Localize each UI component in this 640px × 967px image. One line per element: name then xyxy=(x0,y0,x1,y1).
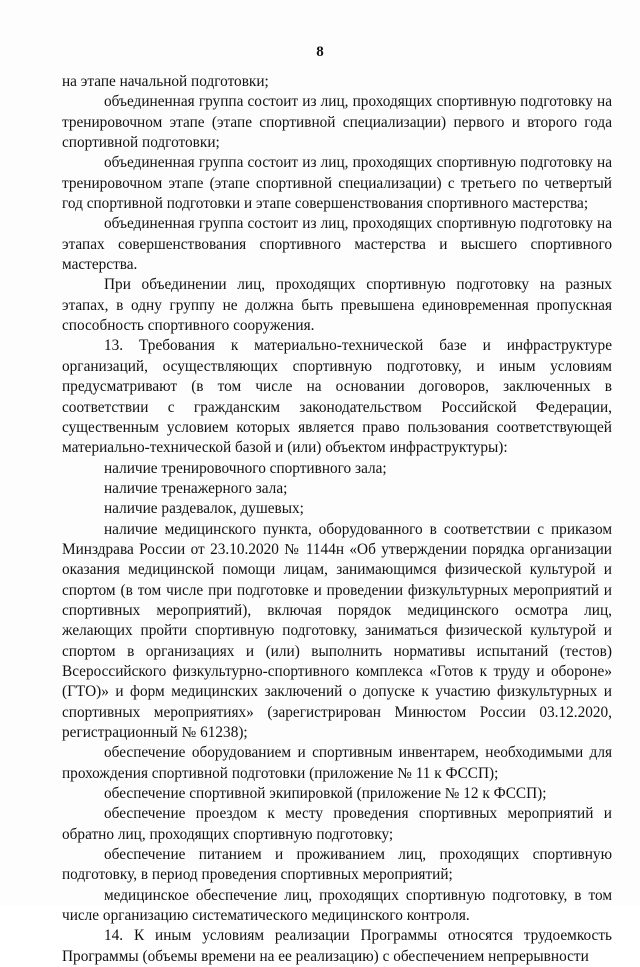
document-body xyxy=(62,72,612,967)
paragraph-combined-group-training-3-4: объединенная группа состоит из лиц, проходящих спортивную подготовку на тренировочном этапе (этапе спортивной специализации) с третьего по четвертый год спортивной подготовки и этапе совершенствования спортивного мастерства; xyxy=(62,154,612,213)
paragraph-capacity-limit: При объединении лиц, проходящих спортивную подготовку на разных этапах, в одну группу не должна быть превышена единовременная пропускная способность спортивного сооружения. xyxy=(62,276,612,335)
list-item-medical-point: наличие медицинского пункта, оборудованного в соответствии с приказом Минздрава России от 23.10.2020 № 1144н «Об утверждении порядка организации оказания медицинской помощи лицам, занимающимся физической культурой и спортом (в том числе при подготовке и проведении физкультурных мероприятий и спортивных мероприятий), включая порядок медицинского осмотра лиц, желающих пройти спортивную подготовку, заниматься физической культурой и спортом в организациях и (или) выполнить нормативы испытаний (тестов) Всероссийского физкультурно-спортивного комплекса «Готов к труду и обороне» (ГТО)» и форм медицинских заключений о допуске к участию физкультурных и спортивных мероприятиях» (зарегистрирован Минюстом России 03.12.2020, регистрационный № 61238); xyxy=(62,520,612,741)
paragraph-combined-group-training-1-2: объединенная группа состоит из лиц, проходящих спортивную подготовку на тренировочном этапе (этапе спортивной специализации) первого и второго года спортивной подготовки; xyxy=(62,93,612,152)
list-item-locker-rooms: наличие раздевалок, душевых; xyxy=(104,500,304,518)
list-item-training-hall: наличие тренировочного спортивного зала; xyxy=(104,459,387,477)
paragraph-combined-group-excellence: объединенная группа состоит из лиц, проходящих спортивную подготовку на этапах совершенствования спортивного мастерства и высшего спортивного мастерства. xyxy=(62,215,612,274)
list-item-transport: обеспечение проездом к месту проведения спортивных мероприятий и обратно лиц, проходящих спортивную подготовку; xyxy=(62,805,612,843)
list-item-food-accommodation: обеспечение питанием и проживанием лиц, проходящих спортивную подготовку, в период проведения спортивных мероприятий; xyxy=(62,846,612,884)
list-item-equipment: обеспечение оборудованием и спортивным инвентарем, необходимыми для прохождения спортивной подготовки (приложение № 11 к ФССП); xyxy=(62,744,612,782)
list-item-medical-support: медицинское обеспечение лиц, проходящих спортивную подготовку, в том числе организацию систематического медицинского контроля. xyxy=(62,886,612,925)
paragraph-item-13-requirements: 13. Требования к материально-технической базе и инфраструктуре организаций, осуществляющих спортивную подготовку, и иным условиям предусматривают (в том числе на основании договоров, заключенных в соответствии с гражданским законодательством Российской Федерации, существенным условием которых является право пользования соответствующей материально-технической базой и (или) объектом инфраструктуры): xyxy=(62,337,612,457)
paragraph-item-14-other-conditions: 14. К иным условиям реализации Программы относятся трудоемкость Программы (объемы времени на ее реализацию) с обеспечением непрерывности xyxy=(62,927,612,965)
list-item-sports-gear: обеспечение спортивной экипировкой (приложение № 12 к ФССП); xyxy=(104,785,547,803)
list-item-gym: наличие тренажерного зала; xyxy=(104,479,288,497)
page-number: 8 xyxy=(316,44,324,60)
paragraph-initial-stage: на этапе начальной подготовки; xyxy=(62,73,269,90)
